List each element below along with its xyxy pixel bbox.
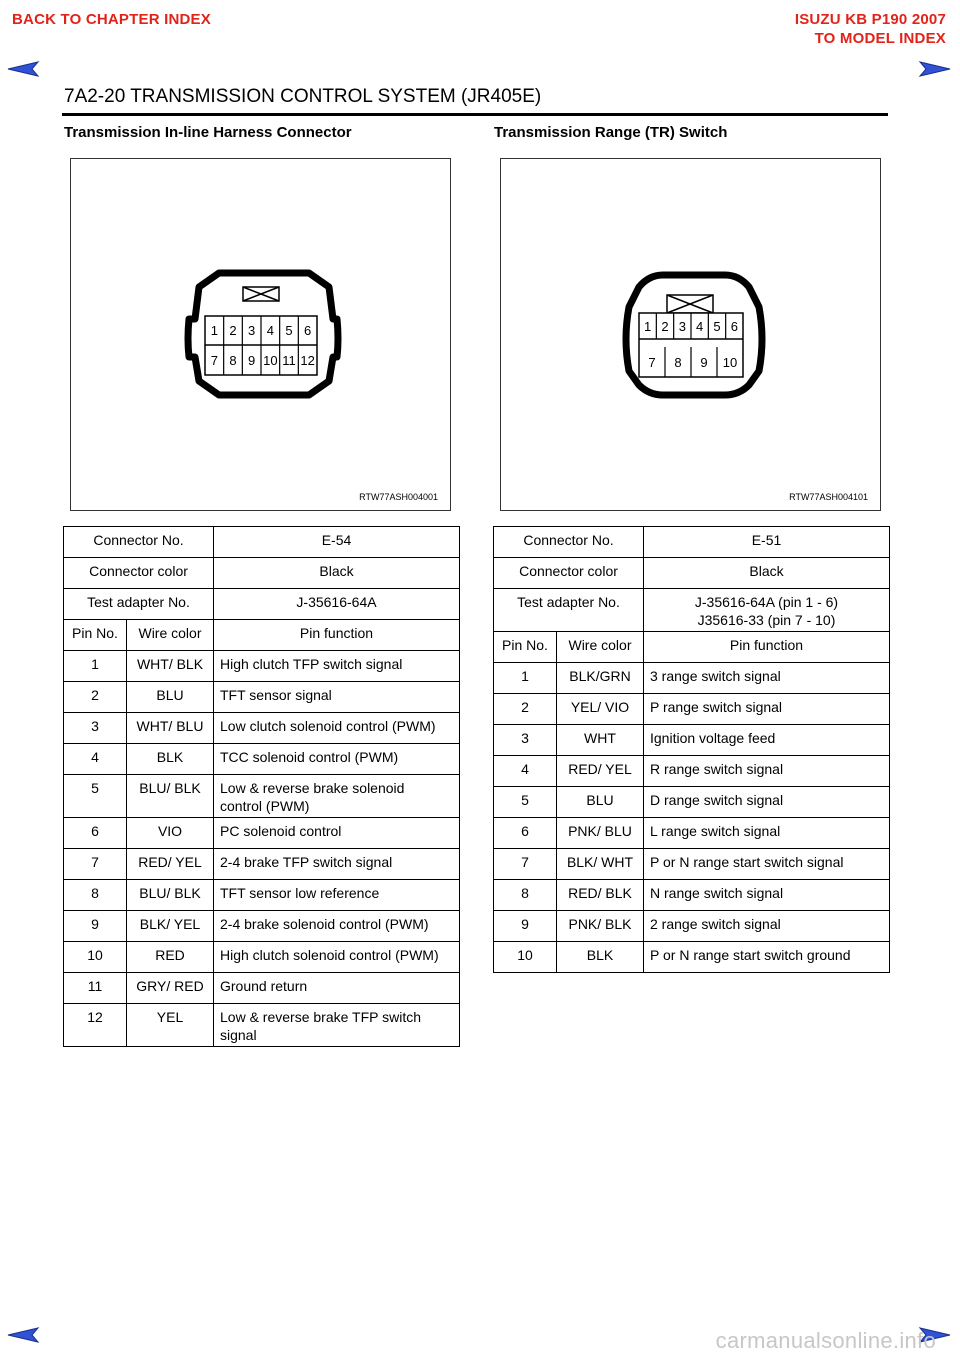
- pin-number: 7: [494, 849, 557, 880]
- meta-value: J-35616-64A: [214, 589, 460, 620]
- wire-color: GRY/ RED: [127, 973, 214, 1004]
- back-to-chapter-index-link[interactable]: BACK TO CHAPTER INDEX: [12, 11, 211, 28]
- table-row: [64, 682, 460, 713]
- meta-value: E-54: [214, 527, 460, 558]
- pin-number: 8: [64, 880, 127, 911]
- column-header: Wire color: [127, 620, 214, 651]
- table-row: [64, 651, 460, 682]
- table-row: [494, 663, 890, 694]
- pin-number: 5: [494, 787, 557, 818]
- table-row: [64, 818, 460, 849]
- pin-label: 4: [266, 323, 274, 338]
- brand-label: ISUZU KB P190 2007: [794, 11, 946, 28]
- pin-function: PC solenoid control: [214, 818, 460, 849]
- wire-color: VIO: [127, 818, 214, 849]
- wire-color: PNK/ BLU: [557, 818, 644, 849]
- wire-color: RED/ BLK: [557, 880, 644, 911]
- pin-number: 12: [64, 1004, 127, 1047]
- pin-function: Ignition voltage feed: [644, 725, 890, 756]
- meta-label: Connector color: [494, 558, 644, 589]
- pin-function: 2-4 brake solenoid control (PWM): [214, 911, 460, 942]
- table-row: [64, 973, 460, 1004]
- table-row: [494, 911, 890, 942]
- arrow-left-icon[interactable]: [6, 1326, 40, 1344]
- pin-function: 2-4 brake TFP switch signal: [214, 849, 460, 880]
- table-meta-row: [494, 558, 890, 589]
- table-row: [64, 911, 460, 942]
- arrow-left-icon[interactable]: [6, 60, 40, 78]
- table-row: [494, 942, 890, 973]
- wire-color: BLK: [557, 942, 644, 973]
- table-meta-row: [494, 589, 890, 632]
- pin-number: 11: [64, 973, 127, 1004]
- meta-label: Connector No.: [64, 527, 214, 558]
- table-row: [494, 787, 890, 818]
- table-row: [64, 744, 460, 775]
- pin-label: 8: [229, 353, 237, 368]
- table-row: [64, 775, 460, 818]
- meta-value: [644, 589, 890, 632]
- wire-color: RED/ YEL: [127, 849, 214, 880]
- wire-color: PNK/ BLK: [557, 911, 644, 942]
- pin-number: 4: [64, 744, 127, 775]
- pin-number: 5: [64, 775, 127, 818]
- table-row: [64, 942, 460, 973]
- pin-label: 3: [248, 323, 256, 338]
- pin-number: 3: [64, 713, 127, 744]
- pin-function: L range switch signal: [644, 818, 890, 849]
- pin-function: P or N range start switch ground: [644, 942, 890, 973]
- right-section-title: Transmission Range (TR) Switch: [494, 124, 728, 141]
- pin-function: TFT sensor signal: [214, 682, 460, 713]
- pin-function: Low & reverse brake TFP switch signal: [214, 1004, 460, 1047]
- table-row: [494, 818, 890, 849]
- wire-color: WHT/ BLU: [127, 713, 214, 744]
- connector-10pin-diagram: [501, 159, 880, 510]
- left-figure-id: RTW77ASH004001: [359, 492, 438, 502]
- meta-label: Connector color: [64, 558, 214, 589]
- table-meta-row: [64, 558, 460, 589]
- pin-label: 9: [700, 355, 708, 370]
- pin-number: 2: [64, 682, 127, 713]
- pin-label: 1: [210, 323, 218, 338]
- wire-color: WHT/ BLK: [127, 651, 214, 682]
- meta-value-line: J-35616-64A (pin 1 - 6): [694, 594, 839, 610]
- pin-number: 1: [494, 663, 557, 694]
- pin-function: High clutch solenoid control (PWM): [214, 942, 460, 973]
- wire-color: BLK/ YEL: [127, 911, 214, 942]
- pin-number: 6: [64, 818, 127, 849]
- meta-value: Black: [644, 558, 890, 589]
- right-connector-figure: [500, 158, 881, 511]
- pin-label: 6: [304, 323, 312, 338]
- pin-label: 2: [229, 323, 237, 338]
- table-meta-row: [494, 527, 890, 558]
- pin-function: P range switch signal: [644, 694, 890, 725]
- site-watermark: carmanualsonline.info: [715, 1328, 936, 1353]
- wire-color: BLU/ BLK: [127, 775, 214, 818]
- pin-label: 1: [644, 319, 652, 334]
- table-row: [494, 849, 890, 880]
- table-meta-row: [64, 589, 460, 620]
- meta-label: Connector No.: [494, 527, 644, 558]
- table-row: [494, 880, 890, 911]
- wire-color: BLK/GRN: [557, 663, 644, 694]
- column-header: Pin No.: [494, 632, 557, 663]
- pin-function: D range switch signal: [644, 787, 890, 818]
- pin-function: TCC solenoid control (PWM): [214, 744, 460, 775]
- pin-number: 10: [494, 942, 557, 973]
- table-row: [64, 1004, 460, 1047]
- left-pin-table: [63, 526, 460, 1047]
- pin-label: 5: [713, 319, 721, 334]
- pin-number: 6: [494, 818, 557, 849]
- wire-color: RED/ YEL: [557, 756, 644, 787]
- pin-number: 1: [64, 651, 127, 682]
- column-header: Pin function: [214, 620, 460, 651]
- meta-label: Test adapter No.: [64, 589, 214, 620]
- table-row: [64, 849, 460, 880]
- pin-number: 2: [494, 694, 557, 725]
- pin-function: R range switch signal: [644, 756, 890, 787]
- pin-label: 4: [696, 319, 704, 334]
- pin-number: 10: [64, 942, 127, 973]
- meta-value: Black: [214, 558, 460, 589]
- left-connector-figure: [70, 158, 451, 511]
- pin-label: 9: [248, 353, 256, 368]
- pin-label: 8: [674, 355, 682, 370]
- meta-value: E-51: [644, 527, 890, 558]
- right-figure-id: RTW77ASH004101: [789, 492, 868, 502]
- meta-value-line: J35616-33 (pin 7 - 10): [697, 612, 836, 628]
- table-header-row: [494, 632, 890, 663]
- pin-number: 9: [64, 911, 127, 942]
- connector-12pin-diagram: [71, 159, 450, 510]
- wire-color: BLU: [557, 787, 644, 818]
- wire-color: YEL: [127, 1004, 214, 1047]
- wire-color: BLK: [127, 744, 214, 775]
- pin-label: 11: [282, 353, 296, 368]
- wire-color: BLU: [127, 682, 214, 713]
- table-row: [64, 713, 460, 744]
- pin-number: 3: [494, 725, 557, 756]
- pin-function: Low clutch solenoid control (PWM): [214, 713, 460, 744]
- table-meta-row: [64, 527, 460, 558]
- table-row: [494, 756, 890, 787]
- pin-function: Low & reverse brake solenoid control (PWM): [214, 775, 460, 818]
- pin-label: 7: [210, 353, 218, 368]
- pin-label: 12: [300, 353, 315, 368]
- table-row: [494, 725, 890, 756]
- table-row: [64, 880, 460, 911]
- pin-function: TFT sensor low reference: [214, 880, 460, 911]
- pin-label: 2: [661, 319, 669, 334]
- wire-color: RED: [127, 942, 214, 973]
- arrow-right-icon[interactable]: [918, 60, 952, 78]
- wire-color: YEL/ VIO: [557, 694, 644, 725]
- header-divider: [62, 113, 888, 116]
- column-header: Pin function: [644, 632, 890, 663]
- column-header: Pin No.: [64, 620, 127, 651]
- pin-label: 3: [678, 319, 686, 334]
- page-title: 7A2-20 TRANSMISSION CONTROL SYSTEM (JR405E): [64, 86, 542, 107]
- pin-function: N range switch signal: [644, 880, 890, 911]
- pin-function: Ground return: [214, 973, 460, 1004]
- pin-label: 10: [722, 355, 738, 370]
- wire-color: WHT: [557, 725, 644, 756]
- table-header-row: [64, 620, 460, 651]
- to-model-index-link[interactable]: TO MODEL INDEX: [814, 30, 946, 47]
- pin-number: 8: [494, 880, 557, 911]
- meta-label: Test adapter No.: [494, 589, 644, 632]
- pin-number: 7: [64, 849, 127, 880]
- wire-color: BLU/ BLK: [127, 880, 214, 911]
- pin-function: 3 range switch signal: [644, 663, 890, 694]
- pin-label: 5: [285, 323, 293, 338]
- wire-color: BLK/ WHT: [557, 849, 644, 880]
- right-pin-table: [493, 526, 890, 973]
- left-section-title: Transmission In-line Harness Connector: [64, 124, 352, 141]
- pin-function: 2 range switch signal: [644, 911, 890, 942]
- pin-label: 10: [263, 353, 278, 368]
- pin-label: 7: [648, 355, 656, 370]
- pin-function: High clutch TFP switch signal: [214, 651, 460, 682]
- pin-function: P or N range start switch signal: [644, 849, 890, 880]
- pin-number: 9: [494, 911, 557, 942]
- table-row: [494, 694, 890, 725]
- pin-label: 6: [730, 319, 738, 334]
- column-header: Wire color: [557, 632, 644, 663]
- pin-number: 4: [494, 756, 557, 787]
